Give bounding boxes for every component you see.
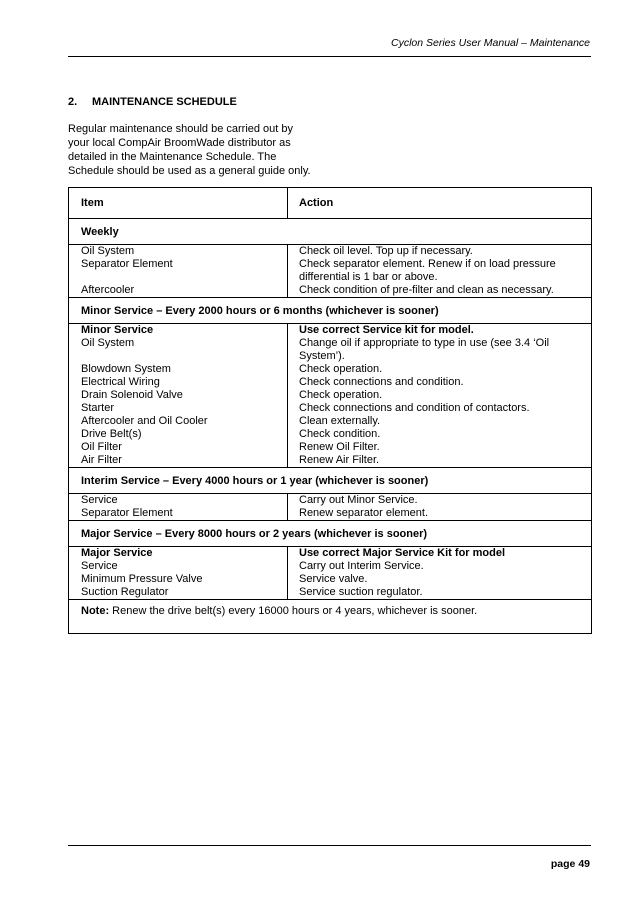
maintenance-schedule-table bbox=[68, 187, 592, 634]
interim-service-actions bbox=[288, 494, 592, 521]
item-cell: Suction Regulator bbox=[81, 586, 169, 598]
item-cell: Blowdown System bbox=[81, 363, 171, 375]
item-cell: Oil System bbox=[81, 245, 135, 257]
item-cell: Drive Belt(s) bbox=[81, 428, 142, 440]
action-cell: Check separator element. Renew if on load pressure bbox=[299, 258, 556, 270]
action-cell: Service suction regulator. bbox=[299, 586, 423, 598]
major-service-item-head: Major Service bbox=[81, 547, 153, 559]
weekly-row bbox=[69, 245, 592, 298]
note-row bbox=[69, 600, 592, 634]
weekly-items bbox=[69, 245, 288, 298]
action-cell: Change oil if appropriate to type in use (see 3.4 ‘Oil bbox=[299, 337, 550, 349]
item-cell: Service bbox=[81, 494, 118, 506]
major-service-actions bbox=[288, 547, 592, 600]
interim-service-band bbox=[69, 468, 592, 494]
major-service-items bbox=[69, 547, 288, 600]
action-cell: Service valve. bbox=[299, 573, 368, 585]
action-cell: Check operation. bbox=[299, 389, 383, 401]
weekly-band bbox=[69, 219, 592, 245]
action-cell: System’). bbox=[299, 350, 345, 362]
column-header-item: Item bbox=[81, 197, 104, 209]
header-rule bbox=[68, 56, 591, 57]
action-cell: Check connections and condition. bbox=[299, 376, 464, 388]
footer-rule bbox=[68, 845, 591, 846]
action-cell: Renew separator element. bbox=[299, 507, 429, 519]
action-cell: Carry out Interim Service. bbox=[299, 560, 424, 572]
weekly-actions bbox=[288, 245, 592, 298]
item-cell: Aftercooler and Oil Cooler bbox=[81, 415, 208, 427]
major-service-action-head: Use correct Major Service Kit for model bbox=[299, 547, 506, 559]
intro-line: Schedule should be used as a general guide only. bbox=[68, 165, 311, 177]
table-header-row bbox=[69, 188, 592, 219]
major-service-row bbox=[69, 547, 592, 600]
action-cell: Check condition. bbox=[299, 428, 381, 440]
item-cell bbox=[81, 350, 287, 363]
action-cell: Renew Oil Filter. bbox=[299, 441, 380, 453]
action-cell: differential is 1 bar or above. bbox=[299, 271, 438, 283]
minor-service-action-head: Use correct Service kit for model. bbox=[299, 324, 474, 336]
interim-service-title: Interim Service – Every 4000 hours or 1 year (whichever is sooner) bbox=[81, 475, 429, 487]
action-cell: Check operation. bbox=[299, 363, 383, 375]
major-service-band bbox=[69, 521, 592, 547]
minor-service-band bbox=[69, 298, 592, 324]
item-cell: Air Filter bbox=[81, 454, 122, 466]
action-cell: Check condition of pre-filter and clean as necessary. bbox=[299, 284, 554, 296]
item-cell: Service bbox=[81, 560, 118, 572]
minor-service-actions bbox=[288, 324, 592, 468]
minor-service-title: Minor Service – Every 2000 hours or 6 months (whichever is sooner) bbox=[81, 305, 439, 317]
intro-line: Regular maintenance should be carried out by bbox=[68, 123, 294, 135]
intro-line: detailed in the Maintenance Schedule. The bbox=[68, 151, 277, 163]
weekly-title: Weekly bbox=[81, 226, 119, 238]
item-cell: Separator Element bbox=[81, 258, 173, 270]
major-service-title: Major Service – Every 8000 hours or 2 years (whichever is sooner) bbox=[81, 528, 428, 540]
section-heading bbox=[68, 96, 237, 108]
intro-line: your local CompAir BroomWade distributor as bbox=[68, 137, 291, 149]
item-cell: Starter bbox=[81, 402, 115, 414]
note bbox=[81, 600, 591, 617]
minor-service-items bbox=[69, 324, 288, 468]
item-cell: Minimum Pressure Valve bbox=[81, 573, 203, 585]
action-cell: Check oil level. Top up if necessary. bbox=[299, 245, 473, 257]
page-number: page 49 bbox=[550, 858, 590, 870]
item-cell: Oil System bbox=[81, 337, 135, 349]
item-cell: Aftercooler bbox=[81, 284, 135, 296]
item-cell: Oil Filter bbox=[81, 441, 122, 453]
item-cell: Drain Solenoid Valve bbox=[81, 389, 183, 401]
column-header-action: Action bbox=[299, 197, 334, 209]
minor-service-item-head: Minor Service bbox=[81, 324, 154, 336]
item-cell bbox=[81, 271, 287, 284]
section-title: MAINTENANCE SCHEDULE bbox=[92, 96, 237, 108]
minor-service-row bbox=[69, 324, 592, 468]
action-cell: Renew Air Filter. bbox=[299, 454, 380, 466]
note-text: Renew the drive belt(s) every 16000 hours or 4 years, whichever is sooner. bbox=[109, 605, 478, 617]
item-cell: Electrical Wiring bbox=[81, 376, 160, 388]
interim-service-row bbox=[69, 494, 592, 521]
note-label: Note: bbox=[81, 605, 110, 617]
intro-paragraph bbox=[68, 122, 333, 178]
interim-service-items bbox=[69, 494, 288, 521]
item-cell: Separator Element bbox=[81, 507, 173, 519]
action-cell: Carry out Minor Service. bbox=[299, 494, 418, 506]
action-cell: Check connections and condition of contactors. bbox=[299, 402, 530, 414]
section-number: 2. bbox=[68, 96, 78, 108]
running-header: Cyclon Series User Manual – Maintenance bbox=[390, 37, 590, 49]
action-cell: Clean externally. bbox=[299, 415, 381, 427]
